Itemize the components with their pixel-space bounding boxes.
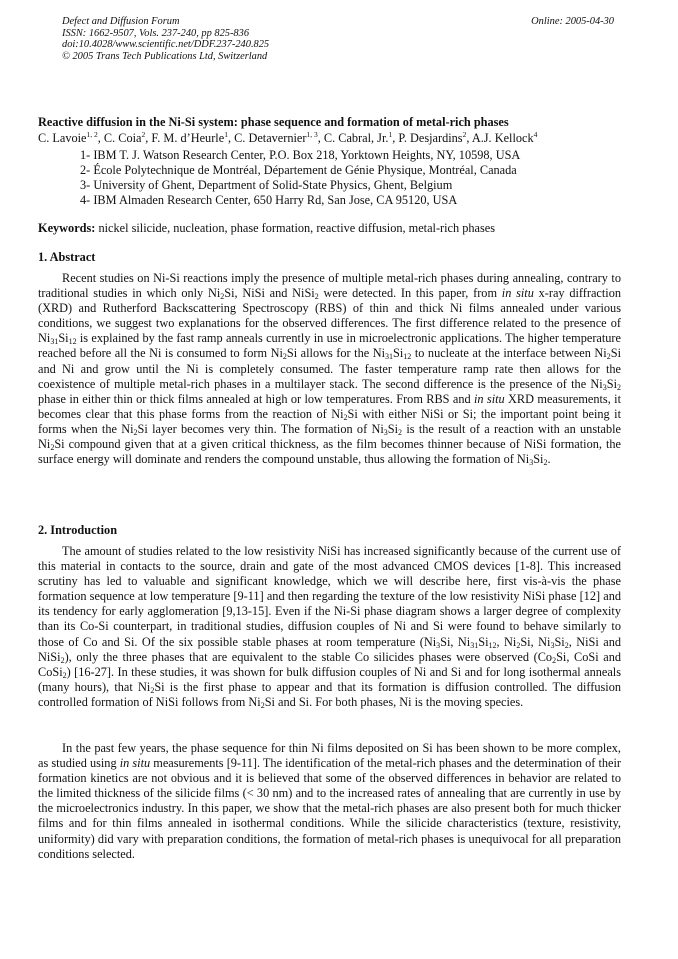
paper-title: Reactive diffusion in the Ni-Si system: phase sequence and formation of metal-rich phases xyxy=(38,115,509,129)
subscript: 2 xyxy=(398,427,403,437)
subscript: 2 xyxy=(150,685,155,695)
subscript: 3 xyxy=(436,640,441,650)
subscript: 2 xyxy=(60,655,65,665)
subscript: 2 xyxy=(50,443,55,453)
author-affiliation-mark: 1, 3 xyxy=(306,130,318,139)
doi-line: doi:10.4028/www.scientific.net/DDF.237-240.825 xyxy=(62,39,270,50)
affiliation-3: 3- University of Ghent, Department of Solid-State Physics, Ghent, Belgium xyxy=(80,178,453,192)
subscript: 3 xyxy=(602,382,607,392)
journal-name: Defect and Diffusion Forum xyxy=(62,16,180,27)
subscript: 12 xyxy=(403,352,412,362)
subscript: 2 xyxy=(133,427,138,437)
author-name: C. Lavoie xyxy=(38,131,87,145)
abstract-heading: 1. Abstract xyxy=(38,250,96,264)
introduction-paragraph-2: In the past few years, the phase sequence for thin Ni films deposited on Si has been shown to be more complex, as studied using in situ measurements [9-11]. The identification of the metal-rich phases and the determination of their formation kinetics are not obvious and it is believed that some of the observed differences in behavior are related to the limited thickness of the silicide films (< 30 nm) and to the increased rates of annealing that are currently in use by the microelectronics industry. In this paper, we show that the metal-rich phases are also present both for much thicker films and for thin films annealed in isothermal conditions. While the silicide characteristics (texture, resistivity, uniformity) did vary with preparation conditions, the formation of metal-rich phases is unequivocal for all preparation conditions selected. xyxy=(38,741,622,861)
copyright-line: © 2005 Trans Tech Publications Ltd, Switzerland xyxy=(62,50,268,62)
author-name: C. Cabral, Jr. xyxy=(323,131,389,145)
affiliation-list xyxy=(80,148,520,208)
subscript: 2 xyxy=(260,700,265,710)
subscript: 2 xyxy=(617,382,621,392)
subscript: 2 xyxy=(220,292,225,302)
keywords-label: Keywords: xyxy=(38,221,96,235)
subscript: 2 xyxy=(62,670,67,680)
subscript: 2 xyxy=(282,352,287,362)
italic-term: in situ xyxy=(473,391,505,406)
keywords xyxy=(38,221,495,236)
italic-term: in situ xyxy=(119,756,151,771)
subscript: 3 xyxy=(550,640,555,650)
author-list: C. Lavoie$^{1, 2}$, C. Coia$^2$, F. M. d’Heurle$^1$, C. Detavernier$^{1, 3}$, C. Cabral, Jr.$^1$, P. Desjardins$^2$, A.J. Kellock$^4$ xyxy=(38,130,538,145)
subscript: 2 xyxy=(343,412,348,422)
subscript: 3 xyxy=(529,458,534,468)
author-name: C. Coia xyxy=(103,131,142,145)
affiliation-2: 2- École Polytechnique de Montréal, Département de Génie Physique, Montréal, Canada xyxy=(80,163,517,177)
subscript: 31 xyxy=(470,640,479,650)
italic-term: in situ xyxy=(501,286,534,301)
subscript: 31 xyxy=(385,352,394,362)
subscript: 12 xyxy=(488,640,497,650)
author-affiliation-mark: 2 xyxy=(462,130,467,139)
subscript: 2 xyxy=(314,292,319,302)
subscript: 2 xyxy=(543,458,548,468)
subscript: 3 xyxy=(383,427,388,437)
affiliation-4: 4- IBM Almaden Research Center, 650 Harry Rd, San Jose, CA 95120, USA xyxy=(80,193,458,207)
introduction-heading: 2. Introduction xyxy=(38,523,118,537)
subscript: 12 xyxy=(68,337,77,347)
introduction-paragraph-1: The amount of studies related to the low resistivity NiSi has increased significantly because of the current use of this material in contacts to the source, drain and gate of the most advanced CMOS devices [1-8]. This increased scrutiny has led to valuable and significant knowledge, which we will describe here, first vis-à-vis the phase formation sequence at low temperature [9-11] and then regarding the texture of the low resistivity NiSi phase [12] and its tendency for early agglomeration [9,13-15]. Even if the Ni-Si phase diagram shows a larger degree of complexity than its Co-Si counterpart, in traditional studies, diffusion couples of Ni and Si were found to behave similarly to those of Co and Si. Of the six possible stable phases at room temperature ($Ni_3Si$, $Ni_{31}Si_{12}$, $Ni_2Si$, $Ni_3Si_2$, NiSi and NiSi$_2$), only the three phases that are equivalent to the stable Co silicides phases were observed ($Co_2Si$, CoSi and CoSi$_2$) [16-27]. In these studies, it was shown for bulk diffusion couples of Ni and Si and for long isothermal anneals (many hours), that $Ni_2Si$ is the first phase to appear and that its formation is diffusion controlled. The diffusion controlled formation of NiSi follows from $Ni_2Si$ and Si. For both phases, Ni is the moving species. xyxy=(38,544,622,710)
journal-header xyxy=(62,16,269,62)
issn-line: ISSN: 1662-9507, Vols. 237-240, pp 825-836 xyxy=(62,27,250,39)
subscript: 31 xyxy=(50,337,59,347)
affiliation-1: 1- IBM T. J. Watson Research Center, P.O. Box 218, Yorktown Heights, NY, 10598, USA xyxy=(80,148,521,162)
author-name: C. Detavernier xyxy=(234,131,307,145)
author-affiliation-mark: 1, 2 xyxy=(86,130,98,139)
abstract-paragraph: Recent studies on Ni-Si reactions imply the presence of multiple metal-rich phases during annealing, contrary to traditional studies in which only $Ni_2Si$, NiSi and NiSi$_2$ were detected. In this paper, from in situ x-ray diffraction (XRD) and Rutherford Backscattering Spectroscopy (RBS) of thin and thick Ni films annealed under various conditions, we suggest two explanations for the observed differences. The first difference related to the presence of $Ni_{31}Si_{12}$ is explained by the fast ramp anneals currently in use in microelectronic applications. The higher temperature reached before all the Ni is consumed to form $Ni_2Si$ allows for the $Ni_{31}Si_{12}$ to nucleate at the interface between $Ni_2Si$ and Ni and grow until the Ni is completely consumed. The faster temperature ramp rate then allows for the coexistence of multiple metal-rich phases in a multilayer stack. The second difference is the presence of the $Ni_3Si_2$ phase in either thin or thick films annealed at high or low temperatures. From RBS and in situ XRD measurements, it becomes clear that this phase forms from the reaction of $Ni_2Si$ with either NiSi or Si; the important point being it forms when the $Ni_2Si$ layer becomes very thin. The formation of $Ni_3Si_2$ is the result of a reaction with an unstable $Ni_2Si$ compound given that at a given critical thickness, as the film becomes thinner because of NiSi formation, the surface energy will dominate and renders the compound unstable, thus allowing the formation of $Ni_3Si_2$. xyxy=(38,271,622,468)
keywords-text: nickel silicide, nucleation, phase formation, reactive diffusion, metal-rich phases xyxy=(95,221,496,235)
subscript: 2 xyxy=(606,352,611,362)
author-affiliation-mark: 1 xyxy=(224,130,228,139)
online-date: Online: 2005-04-30 xyxy=(531,16,614,27)
author-name: F. M. d’Heurle xyxy=(151,131,225,145)
subscript: 2 xyxy=(552,655,557,665)
author-name: P. Desjardins xyxy=(398,131,463,145)
author-affiliation-mark: 2 xyxy=(141,130,146,139)
author-affiliation-mark: 4 xyxy=(533,130,538,139)
author-affiliation-mark: 1 xyxy=(388,130,393,139)
subscript: 2 xyxy=(516,640,521,650)
author-name: A.J. Kellock xyxy=(471,131,534,145)
subscript: 2 xyxy=(564,640,569,650)
